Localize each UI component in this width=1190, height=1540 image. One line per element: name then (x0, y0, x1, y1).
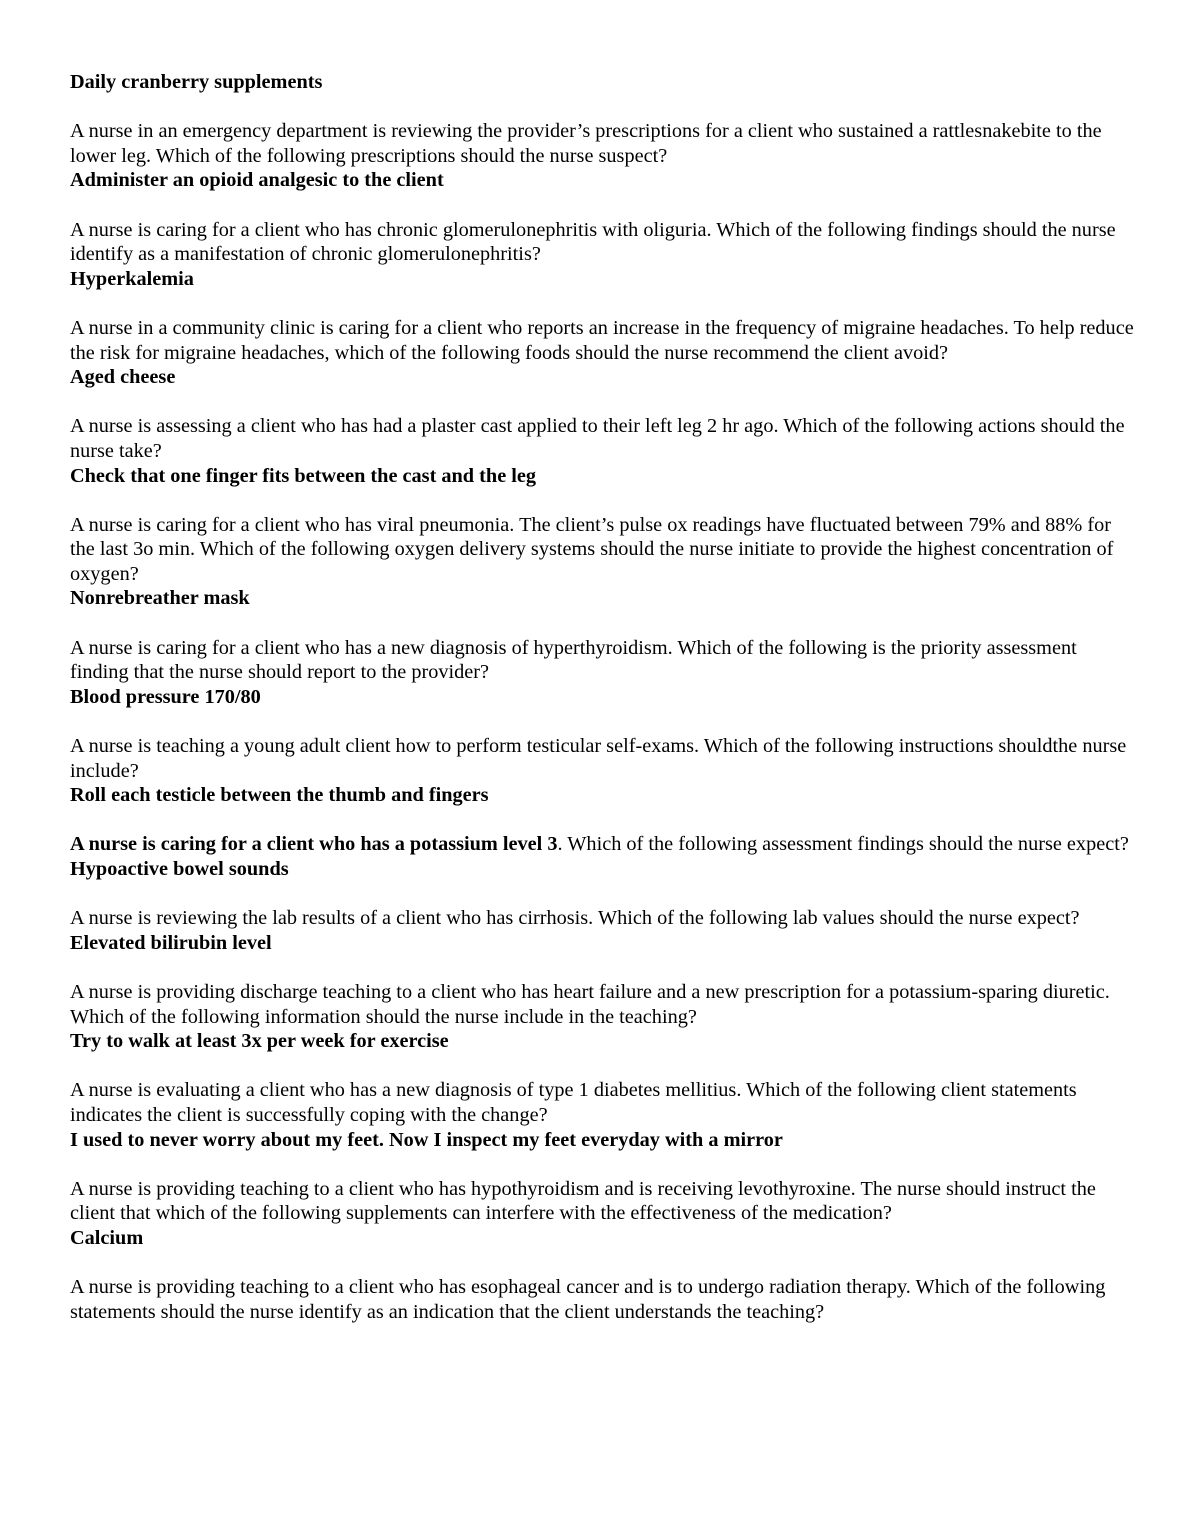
question-text: A nurse is assessing a client who has had a plaster cast applied to their left leg 2 hr ago. Which of the following actions should the nurse take? (70, 415, 1125, 462)
question-text: A nurse is providing discharge teaching to a client who has heart failure and a new prescription for a potassium-sparing diuretic. Which of the following information should the nurse include in the teaching? (70, 980, 1110, 1028)
answer-text: Aged cheese (70, 366, 176, 389)
question-item (70, 218, 1140, 292)
answer-text: Nonrebreather mask (70, 587, 250, 610)
question-item (70, 906, 1140, 955)
answer-text: I used to never worry about my feet. Now I inspect my feet everyday with a mirror (70, 1128, 783, 1151)
answer-text: Hyperkalemia (70, 267, 194, 290)
question-text: A nurse is providing teaching to a client who has hypothyroidism and is receiving levothyroxine. The nurse should instruct the client that which of the following supplements can interfere with the effectiveness of the medication? (70, 1177, 1096, 1225)
question-item (70, 636, 1140, 710)
answer-text: Elevated bilirubin level (70, 931, 272, 954)
question-rest: . Which of the following assessment findings should the nurse expect? (557, 833, 1129, 856)
question-item (70, 734, 1140, 808)
question-text: A nurse in a community clinic is caring for a client who reports an increase in the frequency of migraine headaches. To help reduce the risk for migraine headaches, which of the following foods should the nurse recommend the client avoid? (70, 316, 1134, 364)
question-bold-lead: A nurse is caring for a client who has a potassium level 3 (70, 833, 558, 856)
question-text: A nurse is caring for a client who has viral pneumonia. The client’s pulse ox readings have fluctuated between 79% and 88% for the last 3o min. Which of the following oxygen delivery systems should the nurse initiate to provide the highest concentration of oxygen? (70, 513, 1114, 585)
question-text: A nurse is providing teaching to a client who has esophageal cancer and is to undergo radiation therapy. Which of the following statements should the nurse identify as an indication that the client understands the teaching? (70, 1276, 1106, 1323)
question-text: A nurse is caring for a client who has a new diagnosis of hyperthyroidism. Which of the following is the priority assessment finding that the nurse should report to the provider? (70, 636, 1077, 684)
answer-text: Try to walk at least 3x per week for exercise (70, 1030, 449, 1053)
question-item (70, 980, 1140, 1054)
question-item (70, 414, 1140, 488)
question-text: A nurse is teaching a young adult client how to perform testicular self-exams. Which of the following instructions shouldthe nurse include? (70, 735, 1127, 782)
question-text (70, 832, 1140, 857)
question-item (70, 513, 1140, 611)
answer-text: Roll each testicle between the thumb and fingers (70, 784, 489, 807)
answer-text: Hypoactive bowel sounds (70, 858, 289, 880)
question-text: A nurse in an emergency department is reviewing the provider’s prescriptions for a client who sustained a rattlesnakebite to the lower leg. Which of the following prescriptions should the nurse suspect? (70, 120, 1102, 167)
question-item (70, 1275, 1140, 1324)
question-item (70, 1177, 1140, 1251)
question-text: A nurse is caring for a client who has chronic glomerulonephritis with oliguria. Which of the following findings should the nurse identify as a manifestation of chronic glomerulonephritis? (70, 218, 1116, 266)
answer-text: Calcium (70, 1226, 144, 1249)
answer-text: Administer an opioid analgesic to the client (70, 169, 444, 192)
answer-text: Blood pressure 170/80 (70, 685, 261, 708)
question-item (70, 1078, 1140, 1152)
document-page (70, 70, 1140, 1349)
answer-text: Daily cranberry supplements (70, 71, 323, 93)
answer-text: Check that one finger fits between the cast and the leg (70, 464, 537, 487)
question-item (70, 316, 1140, 390)
question-item (70, 119, 1140, 193)
question-text: A nurse is reviewing the lab results of a client who has cirrhosis. Which of the following lab values should the nurse expect? (70, 907, 1080, 930)
question-text: A nurse is evaluating a client who has a new diagnosis of type 1 diabetes mellitius. Which of the following client statements indicates the client is successfully coping with the change? (70, 1079, 1077, 1126)
question-item (70, 832, 1140, 881)
